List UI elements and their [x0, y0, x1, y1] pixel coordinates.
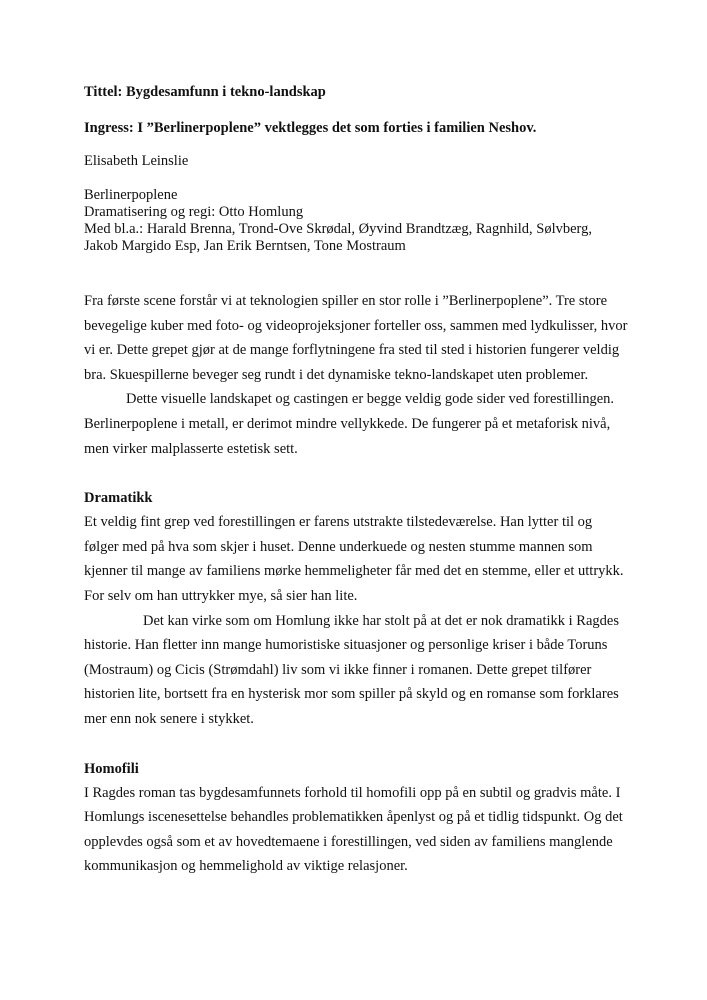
section-heading-dramatikk: Dramatikk	[84, 490, 153, 507]
dramatikk-paragraph-2: Det kan virke som om Homlung ikke har stolt på at det er nok dramatikk i Ragdes historie. Han fletter inn mange humoristiske situasjoner og personlige kriser i både Toruns (Mostraum) og Cicis (Strømdahl) liv som vi ikke finner i romanen. Dette grepet tilfører historien lite, bortsett fra en hysterisk mor som spiller på skyld og en romanse som forklares mer enn nok senere i stykket.	[84, 612, 619, 727]
dramatikk-section	[84, 486, 629, 731]
play-title: Berlinerpoplene	[84, 187, 178, 203]
dramatikk-paragraph-1: Et veldig fint grep ved forestillingen er farens utstrakte tilstedeværelse. Han lytter til og følger med på hva som skjer i huset. Denne underkuede og nesten stumme mannen som kjenner til mange av familiens mørke hemmeligheter får med det en stemme, eller et uttrykk. For selv om han uttrykker mye, så sier han lite.	[84, 514, 624, 604]
author-name: Elisabeth Leinslie	[84, 153, 189, 169]
cast-list: Med bl.a.: Harald Brenna, Trond-Ove Skrødal, Øyvind Brandtzæg, Ragnhild, Sølvberg, Jakob Margido Esp, Jan Erik Berntsen, Tone Mostraum	[84, 221, 592, 254]
section-heading-homofili: Homofili	[84, 760, 139, 777]
ingress-line	[84, 118, 629, 138]
title-text: Bygdesamfunn i tekno-landskap	[126, 84, 326, 100]
title-line	[84, 82, 629, 102]
homofili-paragraph-1: I Ragdes roman tas bygdesamfunnets forhold til homofili opp på en subtil og gradvis måte. I Homlungs iscenesettelse behandles problematikken åpenlyst og på et tidlig tidspunkt. Og det opplevdes også som et av hovedtemaene i forestillingen, ved siden av familiens manglende kommunikasjon og hemmelighold av viktige relasjoner.	[84, 784, 623, 875]
ingress-text: I ”Berlinerpoplene” vektlegges det som forties i familien Neshov.	[137, 120, 537, 136]
intro-section	[84, 289, 629, 461]
production-credits	[84, 187, 629, 255]
intro-paragraph-1: Fra første scene forstår vi at teknologien spiller en stor rolle i ”Berlinerpoplene”. Tre store bevegelige kuber med foto- og videoprojeksjoner forteller oss, sammen med lydkulisser, hvor vi er. Dette grepet gjør at de mange forflytningene fra sted til sted i historien fungerer veldig bra. Skuespillerne beveger seg rundt i det dynamiske tekno-landskapet uten problemer.	[84, 293, 628, 383]
document-page	[84, 82, 629, 879]
title-label: Tittel:	[84, 84, 123, 100]
homofili-section	[84, 757, 629, 879]
intro-paragraph-2: Dette visuelle landskapet og castingen er begge veldig gode sider ved forestillingen. Berlinerpoplene i metall, er derimot mindre vellykkede. De fungerer på et metaforisk nivå, men virker malplasserte estetisk sett.	[84, 391, 615, 457]
ingress-label: Ingress:	[84, 120, 134, 136]
direction-credit: Dramatisering og regi: Otto Homlung	[84, 204, 304, 220]
